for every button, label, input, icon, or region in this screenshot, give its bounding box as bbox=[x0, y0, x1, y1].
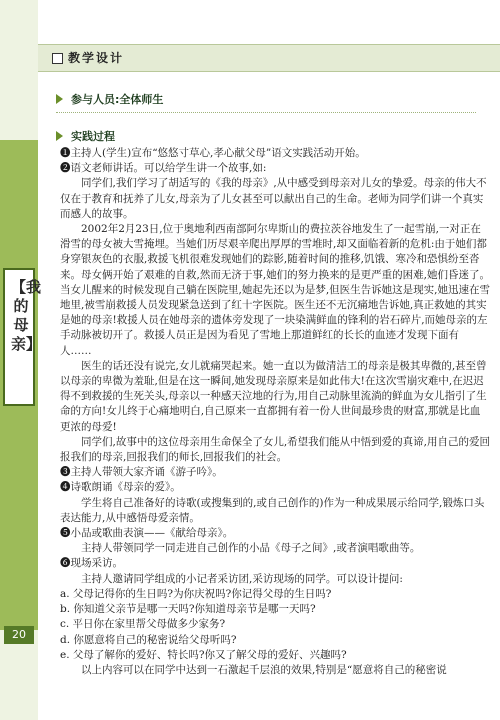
list-item: ❸主持人带领大家齐诵《游子吟》。 bbox=[60, 466, 223, 479]
list-item: ❻现场采访。 bbox=[60, 557, 123, 570]
article-body bbox=[60, 146, 490, 678]
body-paragraph: 以上内容可以在同学中达到一石激起千层浪的效果,特别是“愿意将自己的秘密说 bbox=[81, 663, 447, 676]
body-paragraph: 同学们,我们学习了胡适写的《我的母亲》,从中感受到母亲对儿女的挚爱。母亲的伟大不仅在于教育和抚养了儿女,母亲为了儿女甚至可以献出自己的生命。老师为同学们讲一个真实而感人的故事。 bbox=[60, 177, 487, 220]
participants-heading bbox=[56, 91, 163, 111]
checkbox-icon bbox=[52, 53, 63, 64]
question-item: d. 你愿意将自己的秘密说给父母听吗? bbox=[60, 633, 237, 646]
section-header bbox=[38, 44, 500, 72]
list-item: ❶主持人(学生)宣布“悠悠寸草心,孝心献父母”语文实践活动开始。 bbox=[60, 147, 366, 159]
body-paragraph: 学生将自己准备好的诗歌(或搜集到的,或自己创作的)作为一种成果展示给同学,锻炼口头表达能力,从中感悟母爱亲情。 bbox=[60, 496, 485, 524]
page-number: 20 bbox=[4, 626, 34, 644]
left-sidebar bbox=[0, 0, 42, 720]
question-item: c. 平日你在家里帮父母做多少家务? bbox=[60, 618, 226, 631]
question-item: b. 你知道父亲节是哪一天吗?你知道母亲节是哪一天吗? bbox=[60, 603, 316, 616]
list-item: ❹诗歌朗诵《母亲的爱》。 bbox=[60, 481, 181, 494]
participants-label: 参与人员:全体师生 bbox=[71, 93, 164, 106]
body-paragraph: 主持人邀请同学组成的小记者采访团,采访现场的同学。可以设计提问: bbox=[81, 572, 403, 585]
chapter-tab-label: 【我的母亲】 bbox=[11, 278, 42, 353]
divider bbox=[56, 112, 476, 113]
process-label: 实践过程 bbox=[71, 130, 115, 143]
header-title: 教学设计 bbox=[68, 51, 125, 65]
process-heading bbox=[56, 128, 115, 148]
chapter-tab bbox=[3, 268, 42, 406]
question-item: e. 父母了解你的爱好、特长吗?你又了解父母的爱好、兴趣吗? bbox=[60, 648, 347, 661]
body-paragraph: 2002年2月23日,位于奥地利西南部阿尔卑斯山的费拉茨谷地发生了一起雪崩,一对正在滑雪的母女被大雪掩埋。当她们历尽艰辛爬出厚厚的雪堆时,却又面临着新的危机:由于她们都身穿银灰色的衣服,救援飞机很难发现她们的踪影,随着时间的推移,饥饿、寒冷和恐惧纷至沓来。母女俩开始了艰难的自救,然而无济于事,她们的努力换来的是更严重的困难,她们昏迷了。当女儿醒来的时候发现自己躺在医院里,她起先还以为是梦,但医生告诉她这是现实,她迅速在雪地里,被雪崩救援人员发现紧急送到了红十字医院。医生还不无沉痛地告诉她,真正救她的其实是她的母亲!救援人员在她母亲的遗体旁发现了一块染满鲜血的锋利的岩石碎片,而她母亲的左手动脉被切开了。救援人员正是因为看见了雪地上那道鲜红的长长的血迹才发现下面有人…… bbox=[60, 223, 491, 357]
body-paragraph: 医生的话还没有说完,女儿就痛哭起来。她一直以为做清洁工的母亲是极其卑微的,甚至曾以母亲的卑微为羞耻,但是在这一瞬间,她发现母亲原来是如此伟大!在这次雪崩灾难中,在迟迟得不到救援的生死关头,母亲以一种感天泣地的行为,用自己动脉里流淌的鲜血为女儿指引了生命的方向!女儿终于心痛地明白,自己原来一直都拥有着一份人世间最珍贵的财富,那就是比血更浓的母爱! bbox=[60, 359, 487, 433]
body-paragraph: 主持人带领同学一同走进自己创作的小品《母子之间》,或者演唱歌曲等。 bbox=[81, 542, 421, 555]
question-item: a. 父母记得你的生日吗?为你庆祝吗?你记得父母的生日吗? bbox=[60, 587, 332, 600]
list-item: ❺小品或歌曲表演——《献给母亲》。 bbox=[60, 527, 234, 540]
arrow-icon bbox=[56, 94, 63, 104]
arrow-icon bbox=[56, 131, 63, 141]
list-item: ❷语文老师讲话。可以给学生讲一个故事,如: bbox=[60, 162, 267, 175]
body-paragraph: 同学们,故事中的这位母亲用生命保全了女儿,希望我们能从中悟到爱的真谛,用自己的爱回报我们的母亲,回报我们的师长,回报我们的社会。 bbox=[60, 435, 491, 464]
